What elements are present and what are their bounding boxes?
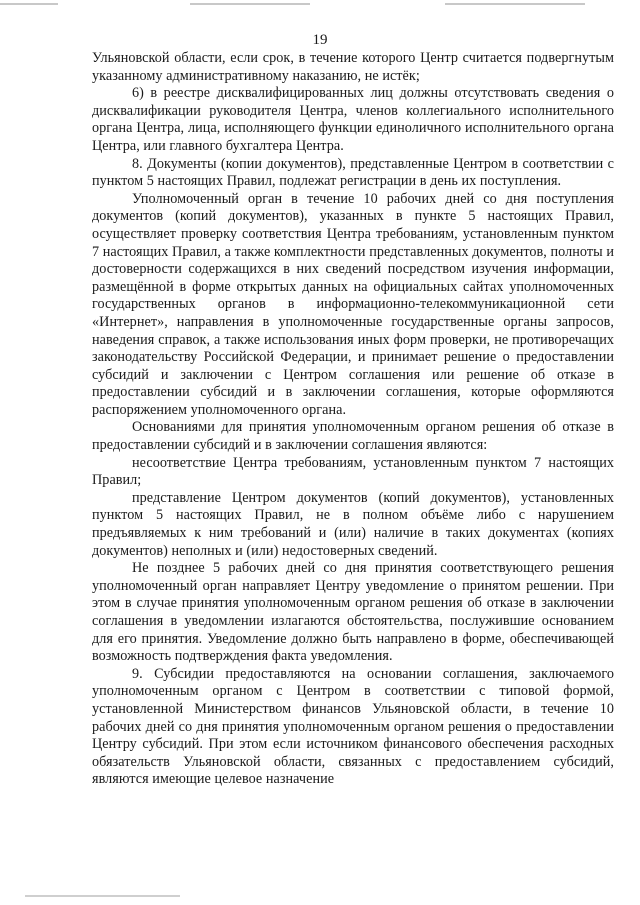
paragraph-continuation: Ульяновской области, если срок, в течение которого Центр считается подвергнутым указанному административному наказанию, не истёк;: [92, 50, 614, 84]
scan-artifact-top-center: [190, 3, 310, 5]
paragraph-notification: Не позднее 5 рабочих дней со дня принятия соответствующего решения уполномоченный орган направляет Центру уведомление о принятом решении. При этом в случае принятия уполномоченным органом решения об отказе в заключении соглашения в уведомлении излагаются обстоятельства, послужившие основанием для его принятия. Уведомление должно быть направлено в форме, обеспечивающей возможность подтверждения факта уведомления.: [92, 560, 614, 665]
paragraph-refusal-grounds-intro: Основаниями для принятия уполномоченным органом решения об отказе в предоставлении субсидий и в заключении соглашения являются:: [92, 419, 614, 454]
document-body: [92, 50, 614, 789]
page-number: 19: [312, 32, 328, 48]
scan-artifact-top-left: [0, 3, 58, 5]
paragraph-item-6: 6) в реестре дисквалифицированных лиц должны отсутствовать сведения о дисквалификации руководителя Центра, членов коллегиального исполнительного органа Центра, лица, исполняющего функции единоличного исполнительного органа Центра, или главного бухгалтера Центра.: [92, 85, 614, 154]
scan-artifact-bottom-left: [25, 895, 180, 897]
scan-artifact-top-right: [445, 3, 585, 5]
paragraph-clause-8: 8. Документы (копии документов), представленные Центром в соответствии с пунктом 5 настоящих Правил, подлежат регистрации в день их поступления.: [92, 155, 614, 190]
paragraph-refusal-ground-2: представление Центром документов (копий документов), установленных пунктом 5 настоящих Правил, не в полном объёме либо с нарушением предъявляемых к ним требований и (или) наличие в таких документах (копиях документов) неполных и (или) недостоверных сведений.: [92, 489, 614, 559]
paragraph-review-procedure: Уполномоченный орган в течение 10 рабочих дней со дня поступления документов (копий документов), указанных в пункте 5 настоящих Правил, осуществляет проверку соответствия Центра требованиям, установленным пунктом 7 настоящих Правил, а также комплектности представленных документов, полноты и достоверности содержащихся в них сведений посредством изучения информации, размещённой в форме открытых данных на официальных сайтах уполномоченных государственных органов в информационно-телекоммуникационной сети «Интернет», направления в уполномоченные государственные органы запросов, наведения справок, а также использования иных форм проверки, не противоречащих законодательству Российской Федерации, и принимает решение о предоставлении субсидий и заключении с Центром соглашения или решение об отказе в предоставлении субсидий и в заключении соглашения, которые оформляются распоряжением уполномоченного органа.: [92, 190, 614, 418]
paragraph-refusal-ground-1: несоответствие Центра требованиям, установленным пунктом 7 настоящих Правил;: [92, 454, 614, 489]
paragraph-clause-9: 9. Субсидии предоставляются на основании соглашения, заключаемого уполномоченным органом с Центром в соответствии с типовой формой, установленной Министерством финансов Ульяновской области, в течение 10 рабочих дней со дня принятия уполномоченным органом решения о предоставлении Центру субсидий. При этом если источником финансового обеспечения расходных обязательств Ульяновской области, связанных с предоставлением субсидий, являются имеющие целевое назначение: [92, 665, 614, 788]
